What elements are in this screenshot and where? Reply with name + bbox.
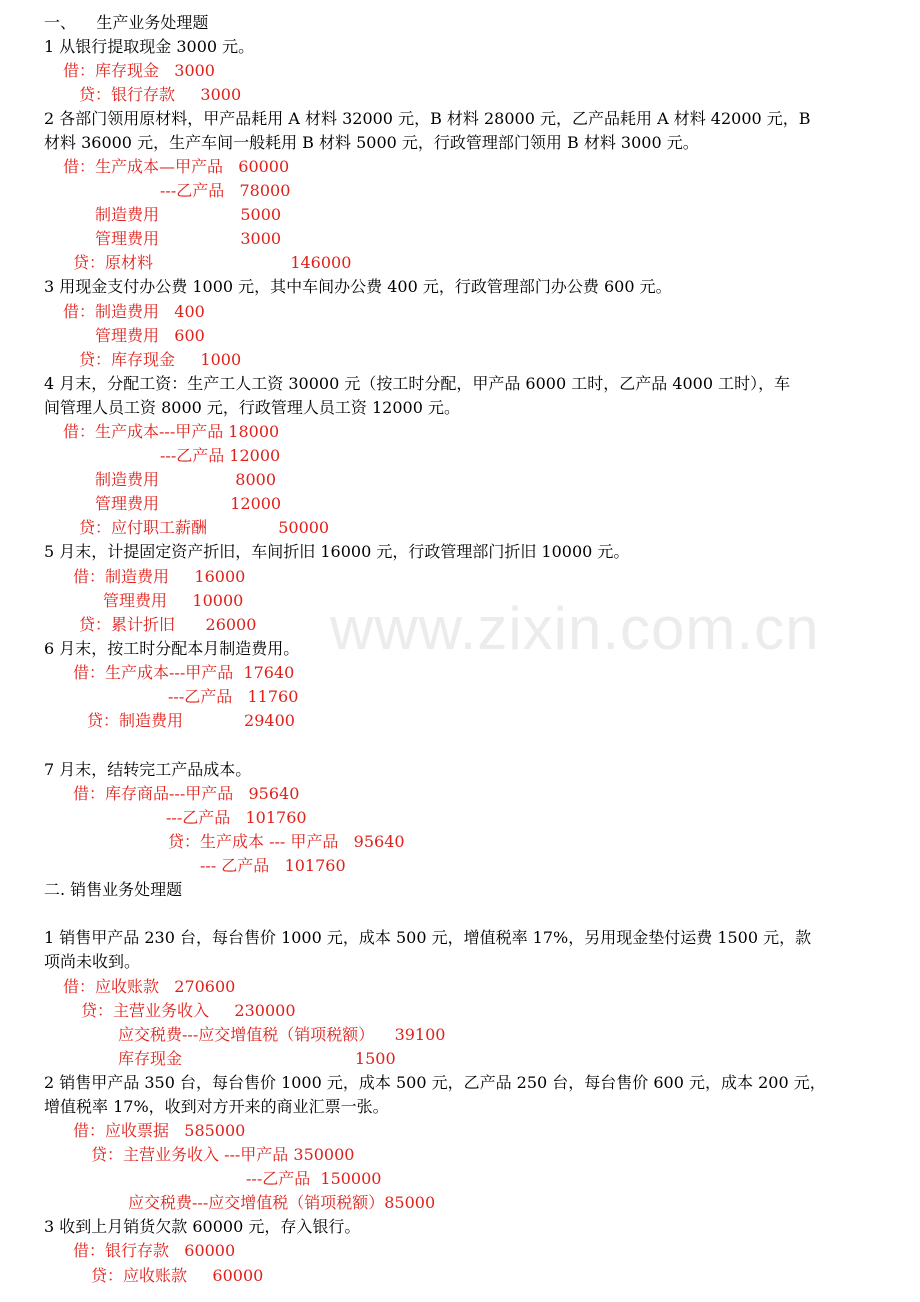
entry-line: 管理费用 10000 <box>103 591 244 610</box>
question-text: 材料 36000 元，生产车间一般耗用 B 材料 5000 元，行政管理部门领用 B 材料 3000 元。 <box>44 133 699 152</box>
entry-line: ---乙产品 78000 <box>160 181 291 200</box>
entry-line: ---乙产品 11760 <box>168 687 299 706</box>
entry-line: 贷：生产成本 --- 甲产品 95640 <box>168 832 405 851</box>
entry-line: 管理费用 3000 <box>95 229 282 248</box>
entry-line: 贷：主营业务收入 230000 <box>81 1001 296 1020</box>
entry-line: 借：生产成本---甲产品 18000 <box>63 422 280 441</box>
question-text: 1 从银行提取现金 3000 元。 <box>44 37 255 56</box>
entry-line: 应交税费---应交增值税（销项税额） 39100 <box>118 1025 446 1044</box>
question-text: 2 销售甲产品 350 台，每台售价 1000 元，成本 500 元，乙产品 250 台，每台售价 600 元，成本 200 元， <box>44 1073 826 1092</box>
entry-line: 借：生产成本---甲产品 17640 <box>73 663 295 682</box>
entry-line: 借：库存现金 3000 <box>63 61 215 80</box>
entry-line: 贷：库存现金 1000 <box>79 350 242 369</box>
section-title-production: 一、 生产业务处理题 <box>44 13 209 32</box>
entry-line: 贷：主营业务收入 ---甲产品 350000 <box>91 1145 355 1164</box>
question-text: 间管理人员工资 8000 元，行政管理人员工资 12000 元。 <box>44 398 460 417</box>
entry-line: 借：制造费用 400 <box>63 302 205 321</box>
entry-line: 贷：银行存款 3000 <box>79 85 242 104</box>
entry-line: 应交税费---应交增值税（销项税额）85000 <box>128 1193 436 1212</box>
question-text: 5 月末，计提固定资产折旧，车间折旧 16000 元，行政管理部门折旧 10000 元。 <box>44 542 630 561</box>
entry-line: 借：制造费用 16000 <box>73 567 246 586</box>
entry-line: 借：银行存款 60000 <box>73 1241 236 1260</box>
watermark: www.zixin.com.cn <box>330 595 820 662</box>
entry-line: 制造费用 8000 <box>95 470 277 489</box>
question-text: 1 销售甲产品 230 台，每台售价 1000 元，成本 500 元，增值税率 17%，另用现金垫付运费 1500 元，款 <box>44 928 812 947</box>
question-text: 2 各部门领用原材料，甲产品耗用 A 材料 32000 元，B 材料 28000 元，乙产品耗用 A 材料 42000 元，B <box>44 109 811 128</box>
question-text: 项尚未收到。 <box>44 952 141 971</box>
question-text: 3 用现金支付办公费 1000 元，其中车间办公费 400 元，行政管理部门办公费 600 元。 <box>44 277 672 296</box>
entry-line: 贷：原材料 146000 <box>73 253 352 272</box>
entry-line: --- 乙产品 101760 <box>200 856 346 875</box>
entry-line: 贷：应收账款 60000 <box>91 1266 264 1285</box>
entry-line: 管理费用 12000 <box>95 494 282 513</box>
entry-line: 借：生产成本—甲产品 60000 <box>63 157 290 176</box>
question-text: 4 月末，分配工资：生产工人工资 30000 元（按工时分配，甲产品 6000 工时，乙产品 4000 工时），车 <box>44 374 791 393</box>
entry-line: ---乙产品 150000 <box>246 1169 382 1188</box>
entry-line: ---乙产品 12000 <box>160 446 281 465</box>
entry-line: 贷：制造费用 29400 <box>87 711 295 730</box>
entry-line: 借：应收账款 270600 <box>63 977 236 996</box>
question-text: 7 月末，结转完工产品成本。 <box>44 760 252 779</box>
section-title-sales: 二. 销售业务处理题 <box>44 880 183 899</box>
entry-line: 制造费用 5000 <box>95 205 282 224</box>
entry-line: 库存现金 1500 <box>118 1049 396 1068</box>
question-text: 6 月末，按工时分配本月制造费用。 <box>44 639 300 658</box>
entry-line: 贷：累计折旧 26000 <box>79 615 257 634</box>
entry-line: 借：库存商品---甲产品 95640 <box>73 784 300 803</box>
question-text: 3 收到上月销货欠款 60000 元，存入银行。 <box>44 1217 361 1236</box>
entry-line: 借：应收票据 585000 <box>73 1121 246 1140</box>
question-text: 增值税率 17%，收到对方开来的商业汇票一张。 <box>44 1097 389 1116</box>
entry-line: ---乙产品 101760 <box>166 808 307 827</box>
entry-line: 管理费用 600 <box>95 326 205 345</box>
entry-line: 贷：应付职工薪酬 50000 <box>79 518 330 537</box>
